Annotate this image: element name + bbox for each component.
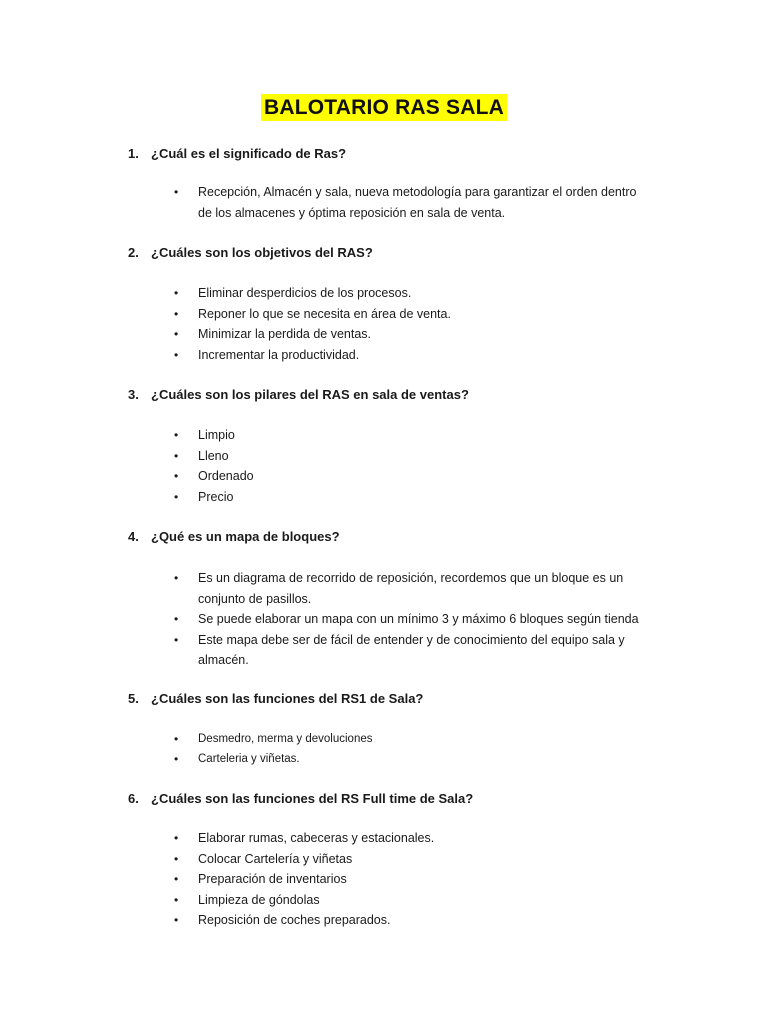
answer-list-4 — [174, 568, 644, 671]
list-item: • Limpio — [174, 425, 644, 446]
title-container — [0, 94, 768, 121]
question-4 — [128, 528, 340, 546]
question-3 — [128, 386, 469, 404]
bullet-icon: • — [174, 469, 179, 483]
question-text: ¿Qué es un mapa de bloques? — [151, 529, 340, 544]
list-item: • Carteleria y viñetas. — [174, 749, 644, 769]
bullet-icon: • — [174, 489, 179, 504]
bullet-icon: • — [174, 185, 179, 199]
bullet-icon: • — [174, 851, 179, 866]
bullet-icon: • — [174, 571, 179, 585]
list-item: • Minimizar la perdida de ventas. — [174, 324, 644, 345]
bullet-icon: • — [174, 831, 179, 845]
bullet-icon: • — [174, 428, 179, 442]
question-number: 5. — [128, 691, 139, 706]
list-item: • Reponer lo que se necesita en área de venta. — [174, 304, 644, 325]
question-2 — [128, 244, 373, 262]
question-number: 4. — [128, 529, 139, 544]
question-number: 2. — [128, 245, 139, 260]
answer-list-2 — [174, 283, 644, 365]
question-number: 6. — [128, 791, 139, 806]
document-title: BALOTARIO RAS SALA — [261, 94, 507, 121]
answer-list-6 — [174, 828, 644, 931]
bullet-icon: • — [174, 732, 179, 746]
question-text: ¿Cuál es el significado de Ras? — [151, 146, 347, 161]
question-1 — [128, 145, 346, 163]
list-item: • Ordenado — [174, 466, 644, 487]
list-item: • Desmedro, merma y devoluciones — [174, 729, 644, 749]
list-item: • Colocar Cartelería y viñetas — [174, 849, 644, 870]
answer-list-1 — [174, 182, 644, 223]
answer-list-3 — [174, 425, 644, 507]
question-text: ¿Cuáles son los pilares del RAS en sala de ventas? — [151, 387, 469, 402]
bullet-icon: • — [174, 612, 179, 626]
list-item: • Lleno — [174, 446, 644, 467]
bullet-icon: • — [174, 913, 179, 927]
bullet-icon: • — [174, 448, 179, 463]
question-text: ¿Cuáles son las funciones del RS1 de Sala? — [151, 691, 424, 706]
list-item: • Precio — [174, 487, 644, 508]
bullet-icon: • — [174, 892, 179, 907]
list-item: • Es un diagrama de recorrido de reposición, recordemos que un bloque es un conjunto de pasillos. — [174, 568, 644, 609]
list-item: • Eliminar desperdicios de los procesos. — [174, 283, 644, 304]
question-text: ¿Cuáles son los objetivos del RAS? — [151, 245, 373, 260]
question-number: 1. — [128, 146, 139, 161]
bullet-icon: • — [174, 872, 179, 886]
bullet-icon: • — [174, 286, 179, 300]
bullet-icon: • — [174, 752, 179, 766]
list-item: • Incrementar la productividad. — [174, 345, 644, 366]
bullet-icon: • — [174, 327, 179, 341]
list-item: • Este mapa debe ser de fácil de entender y de conocimiento del equipo sala y almacén. — [174, 630, 644, 671]
list-item: • Se puede elaborar un mapa con un mínimo 3 y máximo 6 bloques según tienda — [174, 609, 644, 630]
question-text: ¿Cuáles son las funciones del RS Full time de Sala? — [151, 791, 474, 806]
question-6 — [128, 790, 473, 808]
bullet-icon: • — [174, 632, 179, 647]
list-item: • Reposición de coches preparados. — [174, 910, 644, 931]
list-item: • Recepción, Almacén y sala, nueva metodología para garantizar el orden dentro de los almacenes y óptima reposición en sala de venta. — [174, 182, 644, 223]
list-item: • Elaborar rumas, cabeceras y estacionales. — [174, 828, 644, 849]
list-item: • Limpieza de góndolas — [174, 890, 644, 911]
bullet-icon: • — [174, 347, 179, 362]
question-number: 3. — [128, 387, 139, 402]
answer-list-5 — [174, 729, 644, 769]
bullet-icon: • — [174, 306, 179, 321]
question-5 — [128, 690, 423, 708]
list-item: • Preparación de inventarios — [174, 869, 644, 890]
